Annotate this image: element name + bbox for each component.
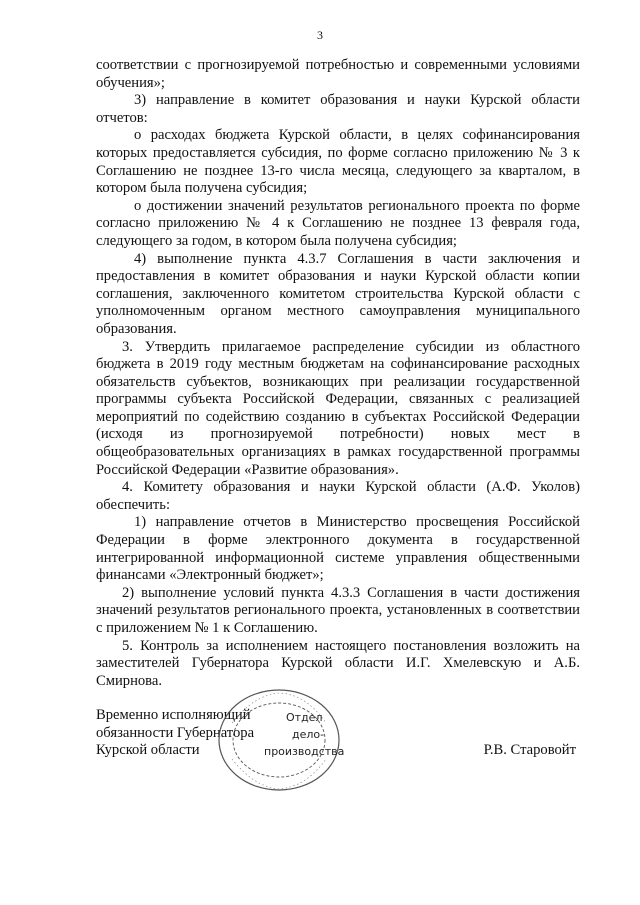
paragraph-5: 4) выполнение пункта 4.3.7 Соглашения в части заключения и предоставления в комитет образования и науки Курской области копии соглашения, заключенного комитетом строительства Курской области с уполномоченным органом местного самоуправления муниципального образования. bbox=[96, 250, 580, 337]
signatory-name: Р.В. Старовойт bbox=[483, 742, 576, 758]
stamp-text-line-3: производства bbox=[264, 745, 344, 758]
signatory-title-line-2: обязанности Губернатора bbox=[96, 724, 255, 741]
paragraph-10: 5. Контроль за исполнением настоящего постановления возложить на заместителей Губернатора Курской области И.Г. Хмелевскую и А.Б. Смирнова. bbox=[96, 637, 580, 689]
stamp-text-line-2: дело- bbox=[292, 728, 325, 741]
signatory-title-line-3: Курской области bbox=[96, 742, 200, 759]
paragraph-7: 4. Комитету образования и науки Курской области (А.Ф. Уколов) обеспечить: bbox=[96, 479, 580, 513]
signature-block bbox=[96, 707, 580, 797]
paragraph-2: 3) направление в комитет образования и науки Курской области отчетов: bbox=[96, 92, 580, 126]
stamp-text-line-1: Отдел bbox=[286, 711, 323, 724]
office-stamp-icon bbox=[214, 685, 344, 795]
paragraph-3: о расходах бюджета Курской области, в целях софинансирования которых предоставляется субсидия, по форме согласно приложению № 3 к Соглашению не позднее 13-го числа месяца, следующего за кварталом, в котором была получена субсидия; bbox=[96, 127, 580, 197]
paragraph-1: соответствии с прогнозируемой потребностью и современными условиями обучения»; bbox=[96, 57, 580, 91]
paragraph-4: о достижении значений результатов регионального проекта по форме согласно приложению № 4 к Соглашению не позднее 13 февраля года, следующего за годом, в котором была получена субсидия; bbox=[96, 197, 580, 249]
paragraph-9: 2) выполнение условий пункта 4.3.3 Соглашения в части достижения значений результатов регионального проекта, установленных в соответствии с приложением № 1 к Соглашению. bbox=[96, 584, 580, 636]
document-body bbox=[96, 57, 580, 690]
page-number: 3 bbox=[317, 28, 323, 42]
paragraph-8: 1) направление отчетов в Министерство просвещения Российской Федерации в форме электронного документа в государственной интегрированной информационной системе управления общественными финансами «Электронный бюджет»; bbox=[96, 514, 580, 584]
paragraph-6: 3. Утвердить прилагаемое распределение субсидии из областного бюджета в 2019 году местным бюджетам на софинансирование расходных обязательств субъектов, возникающих при реализации государственной программы субъекта Российской Федерации, связанных с реализацией мероприятий по содействию созданию в субъектах Российской Федерации (исходя из прогнозируемой потребности) новых мест в общеобразовательных организациях в рамках государственной программы Российской Федерации «Развитие образования». bbox=[96, 338, 580, 478]
signatory-title-line-1: Временно исполняющий bbox=[96, 707, 251, 723]
